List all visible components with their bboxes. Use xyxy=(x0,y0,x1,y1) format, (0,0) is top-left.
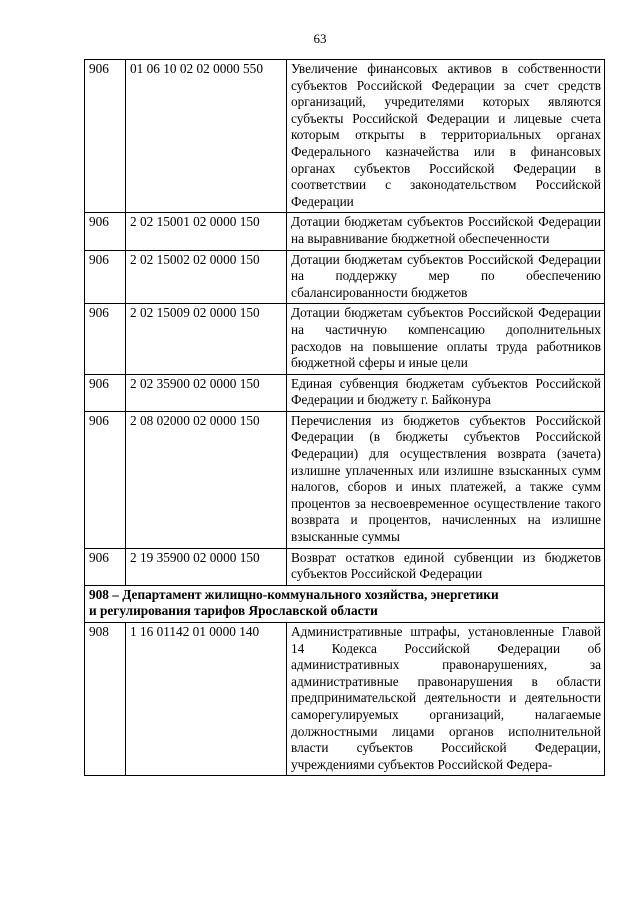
admin-code-cell: 906 xyxy=(85,548,126,585)
admin-code-cell: 906 xyxy=(85,374,126,411)
budget-code-cell: 2 02 15009 02 0000 150 xyxy=(126,304,287,374)
revenue-name-cell: Единая субвенция бюджетам субъектов Российской Федерации и бюджету г. Байконура xyxy=(287,374,605,411)
table-row xyxy=(85,374,605,411)
admin-code-cell: 906 xyxy=(85,213,126,250)
budget-code-cell: 2 02 35900 02 0000 150 xyxy=(126,374,287,411)
admin-code-cell: 906 xyxy=(85,250,126,304)
table-row xyxy=(85,60,605,213)
table-row xyxy=(85,623,605,776)
admin-code-cell: 906 xyxy=(85,304,126,374)
budget-code-cell: 2 02 15002 02 0000 150 xyxy=(126,250,287,304)
budget-code-cell: 2 19 35900 02 0000 150 xyxy=(126,548,287,585)
budget-code-cell: 2 02 15001 02 0000 150 xyxy=(126,213,287,250)
revenue-name-cell: Дотации бюджетам субъектов Российской Федерации на частичную компенсацию дополнительных расходов на повышение оплаты труда работников бюджетной сферы и иные цели xyxy=(287,304,605,374)
revenue-name-cell: Дотации бюджетам субъектов Российской Федерации на поддержку мер по обеспечению сбалансированности бюджетов xyxy=(287,250,605,304)
section-title-line-2: и регулирования тарифов Ярославской области xyxy=(89,603,378,619)
revenue-name-cell: Возврат остатков единой субвенции из бюджетов субъектов Российской Федерации xyxy=(287,548,605,585)
table-row xyxy=(85,304,605,374)
budget-code-cell: 1 16 01142 01 0000 140 xyxy=(126,623,287,776)
section-header-row xyxy=(85,585,605,622)
admin-code-cell: 908 xyxy=(85,623,126,776)
admin-code-cell: 906 xyxy=(85,60,126,213)
budget-code-cell: 01 06 10 02 02 0000 550 xyxy=(126,60,287,213)
table-row xyxy=(85,548,605,585)
revenue-name-cell: Административные штрафы, установленные Главой 14 Кодекса Российской Федерации об административных правонарушениях, за административные правонарушения в области предпринимательской деятельности и деятельности саморегулируемых организаций, налагаемые должностными лицами органов исполнительной власти субъектов Российской Федерации, учреждениями субъектов Российской Федера- xyxy=(287,623,605,776)
table-row xyxy=(85,213,605,250)
revenue-name-cell: Увеличение финансовых активов в собственности субъектов Российской Федерации за счет средств организаций, учредителями которых являются субъекты Российской Федерации и лицевые счета которым открыты в территориальных органах Федерального казначейства или в финансовых органах субъектов Российской Федерации в соответствии с законодательством Российской Федерации xyxy=(287,60,605,213)
admin-code-cell: 906 xyxy=(85,411,126,548)
budget-classification-table xyxy=(84,59,605,776)
revenue-name-cell: Дотации бюджетам субъектов Российской Федерации на выравнивание бюджетной обеспеченности xyxy=(287,213,605,250)
page-number: 63 xyxy=(313,31,327,46)
section-header-cell xyxy=(85,585,605,622)
table-row xyxy=(85,411,605,548)
table-row xyxy=(85,250,605,304)
budget-code-cell: 2 08 02000 02 0000 150 xyxy=(126,411,287,548)
section-title-line-1: 908 – Департамент жилищно-коммунального хозяйства, энергетики xyxy=(89,586,499,602)
revenue-name-cell: Перечисления из бюджетов субъектов Российской Федерации (в бюджеты субъектов Российской Федерации) для осуществления возврата (зачета) излишне уплаченных или излишне взысканных сумм налогов, сборов и иных платежей, а также сумм процентов за несвоевременное осуществление такого возврата и процентов, начисленных на излишне взысканные суммы xyxy=(287,411,605,548)
